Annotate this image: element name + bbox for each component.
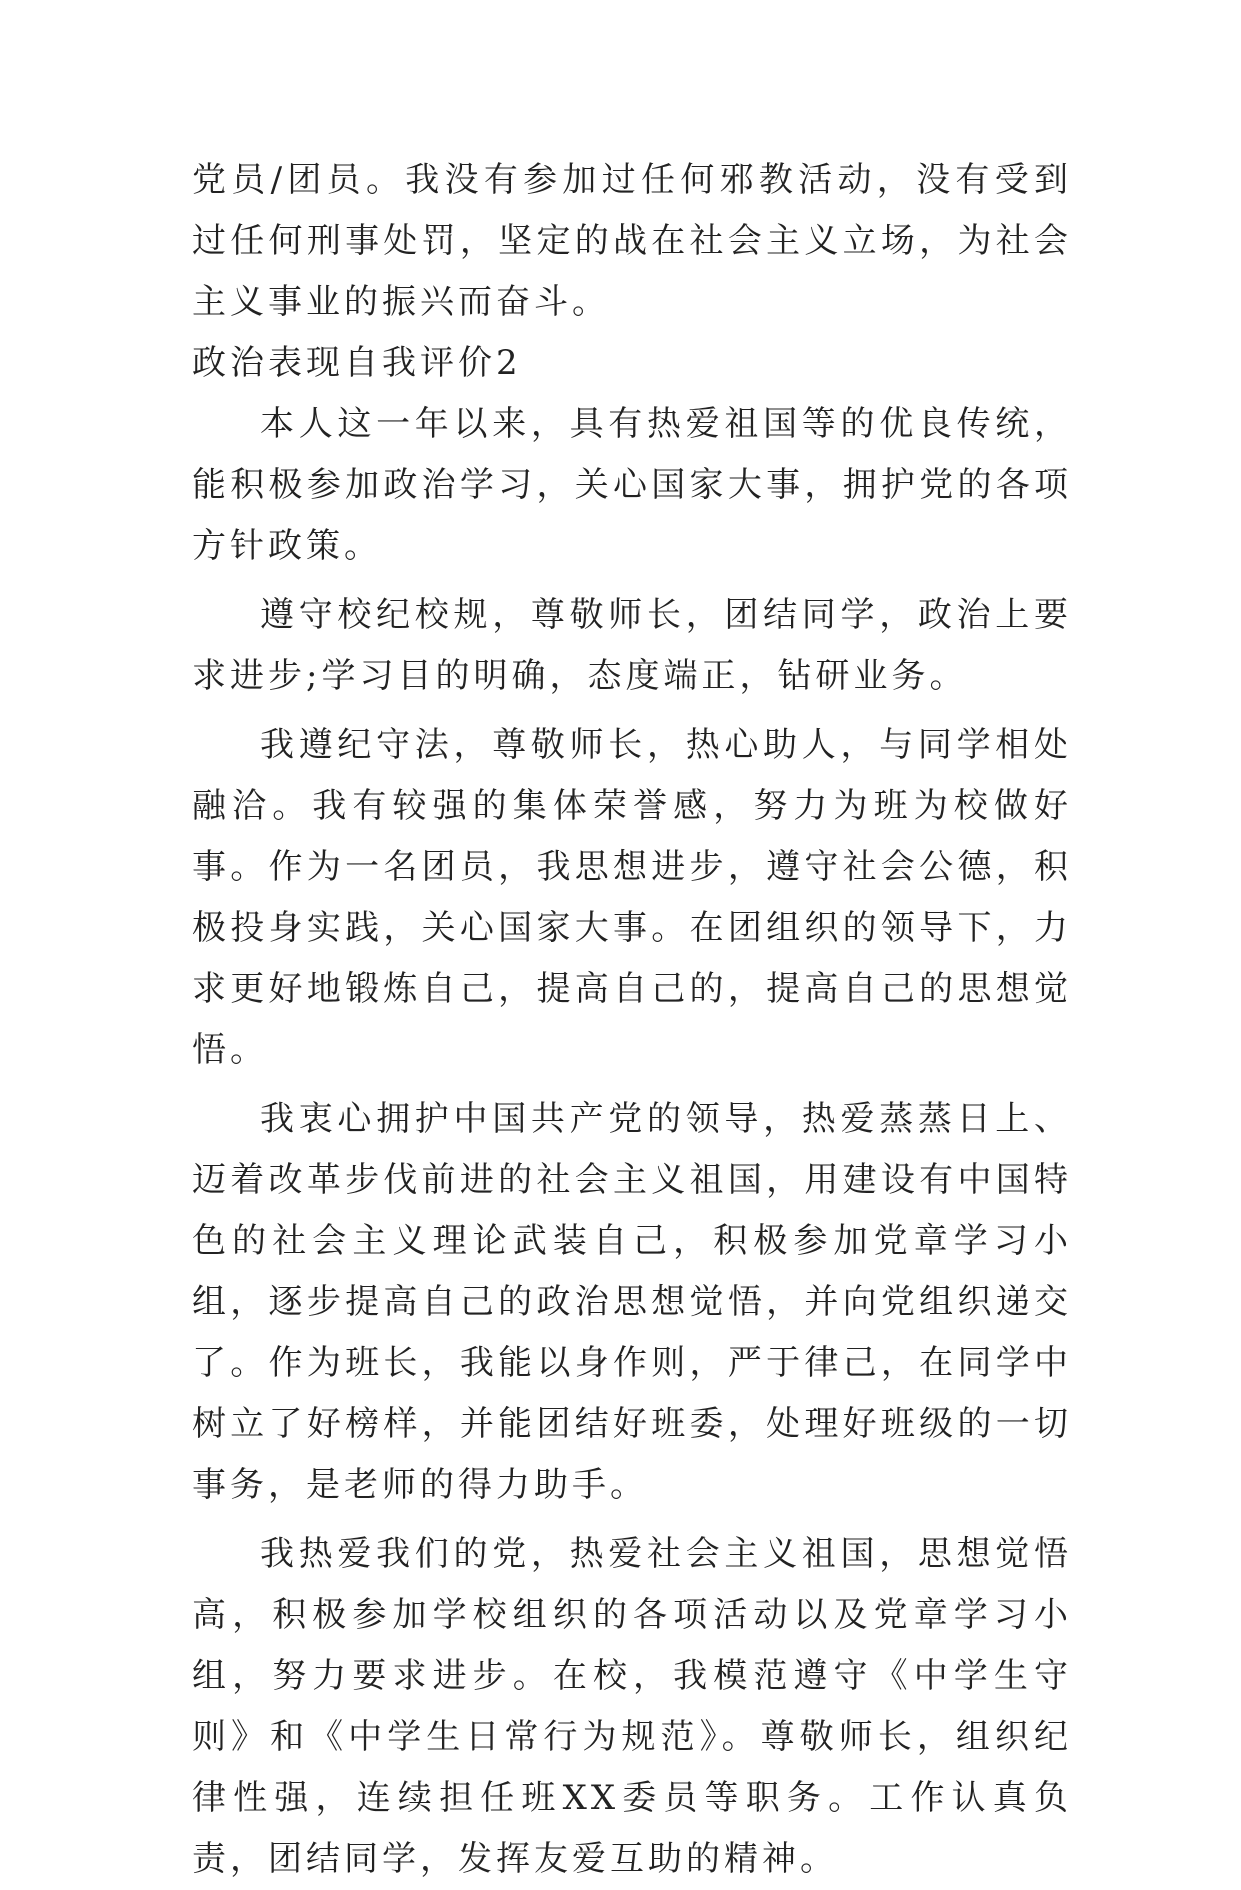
paragraph-4: 我衷心拥护中国共产党的领导，热爱蒸蒸日上、迈着改革步伐前进的社会主义祖国，用建设有中国特色的社会主义理论武装自己，积极参加党章学习小组，逐步提高自己的政治思想觉悟，并向党组织递交了。作为班长，我能以身作则，严于律己，在同学中树立了好榜样，并能团结好班委，处理好班级的一切事务，是老师的得力助手。	[192, 1099, 1072, 1505]
paragraph-intro-continuation: 党员/团员。我没有参加过任何邪教活动，没有受到过任何刑事处罚，坚定的战在社会主义立场，为社会主义事业的振兴而奋斗。	[192, 160, 1072, 322]
paragraph-3: 我遵纪守法，尊敬师长，热心助人，与同学相处融洽。我有较强的集体荣誉感，努力为班为校做好事。作为一名团员，我思想进步，遵守社会公德，积极投身实践，关心国家大事。在团组织的领导下，力求更好地锻炼自己，提高自己的，提高自己的思想觉悟。	[192, 725, 1072, 1070]
paragraph-5: 我热爱我们的党，热爱社会主义祖国，思想觉悟高，积极参加学校组织的各项活动以及党章学习小组，努力要求进步。在校，我模范遵守《中学生守则》和《中学生日常行为规范》。尊敬师长，组织纪律性强，连续担任班XX委员等职务。工作认真负责，团结同学，发挥友爱互助的精神。	[192, 1534, 1072, 1879]
document-body	[192, 150, 1072, 1890]
section-heading: 政治表现自我评价2	[192, 343, 522, 383]
paragraph-1: 本人这一年以来，具有热爱祖国等的优良传统，能积极参加政治学习，关心国家大事，拥护党的各项方针政策。	[192, 404, 1072, 566]
paragraph-2: 遵守校纪校规，尊敬师长，团结同学，政治上要求进步;学习目的明确，态度端正，钻研业务。	[192, 595, 1072, 696]
